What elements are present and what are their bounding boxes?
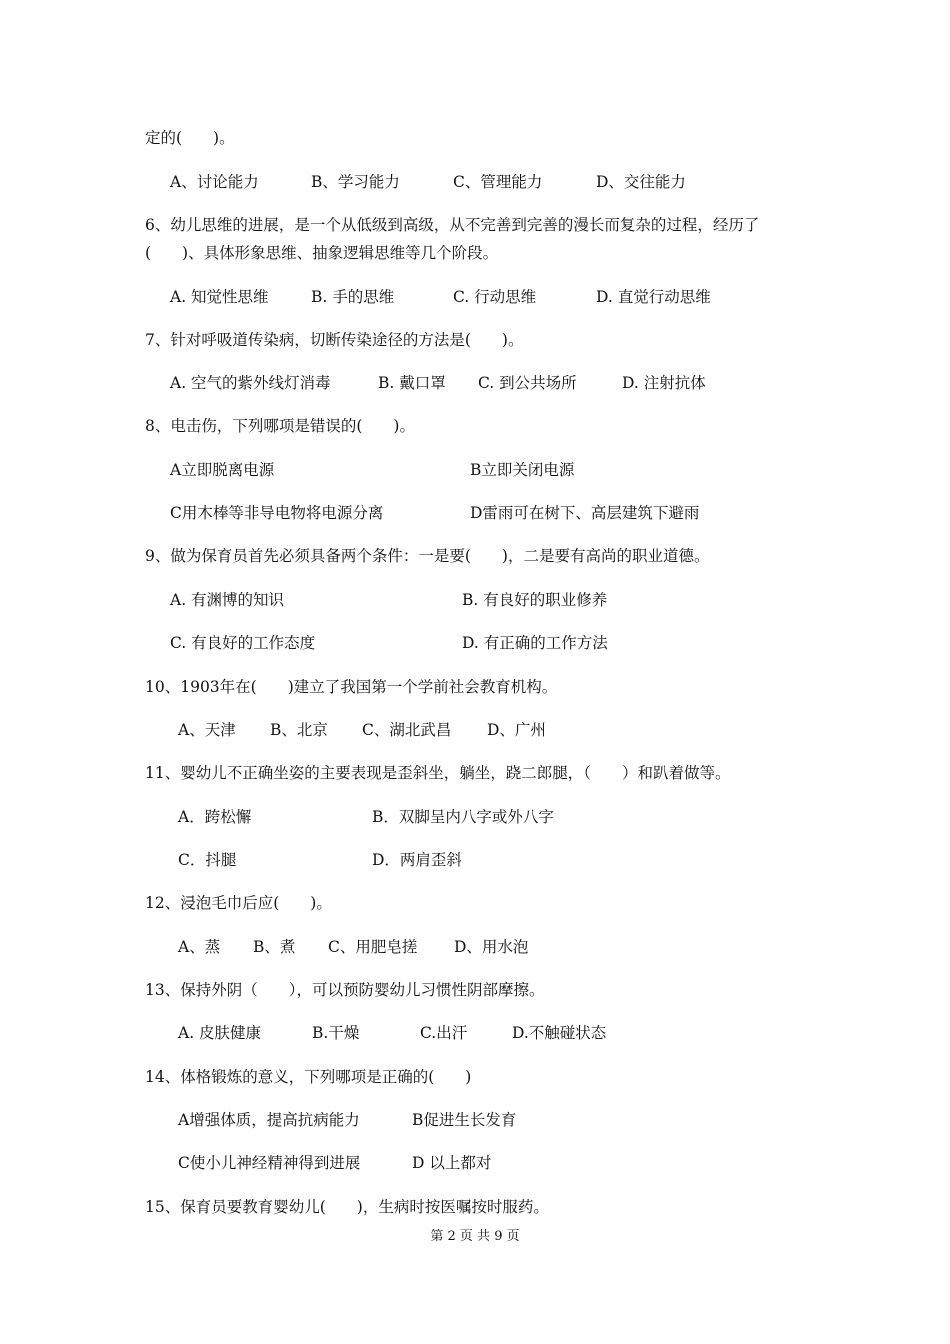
- q9-option-c: C. 有良好的工作态度: [170, 634, 316, 652]
- q13-option-d: D.不触碰状态: [512, 1024, 607, 1042]
- q8-option-a: A立即脱离电源: [170, 461, 275, 479]
- q12-stem: 12、浸泡毛巾后应( )。: [145, 894, 332, 912]
- q5-option-a: A、讨论能力: [170, 173, 259, 191]
- q12-option-b: B、煮: [253, 938, 296, 956]
- q7-stem: 7、针对呼吸道传染病，切断传染途径的方法是( )。: [145, 331, 524, 349]
- q14-option-a: A增强体质，提高抗病能力: [178, 1111, 360, 1129]
- q8-stem: 8、电击伤，下列哪项是错误的( )。: [145, 417, 415, 435]
- q9-option-b: B. 有良好的职业修养: [462, 591, 608, 609]
- q10-option-a: A、天津: [178, 721, 236, 739]
- q8-option-c: C用木棒等非导电物将电源分离: [170, 504, 384, 522]
- page-footer: 第 2 页 共 9 页: [430, 1229, 520, 1244]
- q14-stem: 14、体格锻炼的意义，下列哪项是正确的( ): [145, 1068, 472, 1086]
- q12-option-c: C、用肥皂搓: [328, 938, 418, 956]
- q10-stem: 10、1903年在( )建立了我国第一个学前社会教育机构。: [145, 678, 558, 696]
- q5-stem-end: 定的( )。: [145, 129, 235, 147]
- q7-option-d: D. 注射抗体: [622, 374, 706, 392]
- q5-option-c: C、管理能力: [453, 173, 543, 191]
- q7-option-c: C. 到公共场所: [478, 374, 577, 392]
- q13-stem: 13、保持外阴（ ），可以预防婴幼儿习惯性阴部摩擦。: [145, 981, 545, 999]
- q7-option-b: B. 戴口罩: [378, 374, 446, 392]
- q6-stem-line2: ( )、具体形象思维、抽象逻辑思维等几个阶段。: [145, 244, 499, 262]
- q12-option-a: A、蒸: [178, 938, 221, 956]
- q6-option-a: A. 知觉性思维: [170, 288, 269, 306]
- q12-option-d: D、用水泡: [454, 938, 529, 956]
- q8-option-b: B立即关闭电源: [470, 461, 575, 479]
- q10-option-c: C、湖北武昌: [362, 721, 452, 739]
- q14-option-c: C使小儿神经精神得到进展: [178, 1154, 361, 1172]
- q11-stem: 11、婴幼儿不正确坐姿的主要表现是歪斜坐，躺坐，跷二郎腿，（ ）和趴着做等。: [145, 764, 731, 782]
- q13-option-a: A. 皮肤健康: [178, 1024, 262, 1042]
- q13-option-b: B.干燥: [312, 1024, 360, 1042]
- q10-option-b: B、北京: [270, 721, 328, 739]
- q7-option-a: A. 空气的紫外线灯消毒: [170, 374, 331, 392]
- q5-option-d: D、交往能力: [596, 173, 686, 191]
- q9-option-d: D. 有正确的工作方法: [462, 634, 608, 652]
- q5-option-b: B、学习能力: [311, 173, 400, 191]
- q6-option-c: C. 行动思维: [453, 288, 537, 306]
- q6-stem-line1: 6、幼儿思维的进展，是一个从低级到高级，从不完善到完善的漫长而复杂的过程，经历了: [145, 216, 760, 234]
- q9-option-a: A. 有渊博的知识: [170, 591, 285, 609]
- q8-option-d: D雷雨可在树下、高层建筑下避雨: [470, 504, 700, 522]
- q13-option-c: C.出汗: [420, 1024, 468, 1042]
- q10-option-d: D、广州: [487, 721, 546, 739]
- q9-stem: 9、做为保育员首先必须具备两个条件：一是要( )，二是要有高尚的职业道德。: [145, 547, 710, 565]
- q11-option-b: B．双脚呈内八字或外八字: [372, 808, 554, 826]
- q14-option-d: D 以上都对: [412, 1154, 492, 1172]
- q11-option-a: A．跨松懈: [178, 808, 252, 826]
- q6-option-b: B. 手的思维: [311, 288, 395, 306]
- q11-option-c: C．抖腿: [178, 851, 237, 869]
- q11-option-d: D．两肩歪斜: [372, 851, 462, 869]
- q15-stem: 15、保育员要教育婴幼儿( )，生病时按医嘱按时服药。: [145, 1198, 549, 1216]
- q6-option-d: D. 直觉行动思维: [596, 288, 711, 306]
- q14-option-b: B促进生长发育: [412, 1111, 517, 1129]
